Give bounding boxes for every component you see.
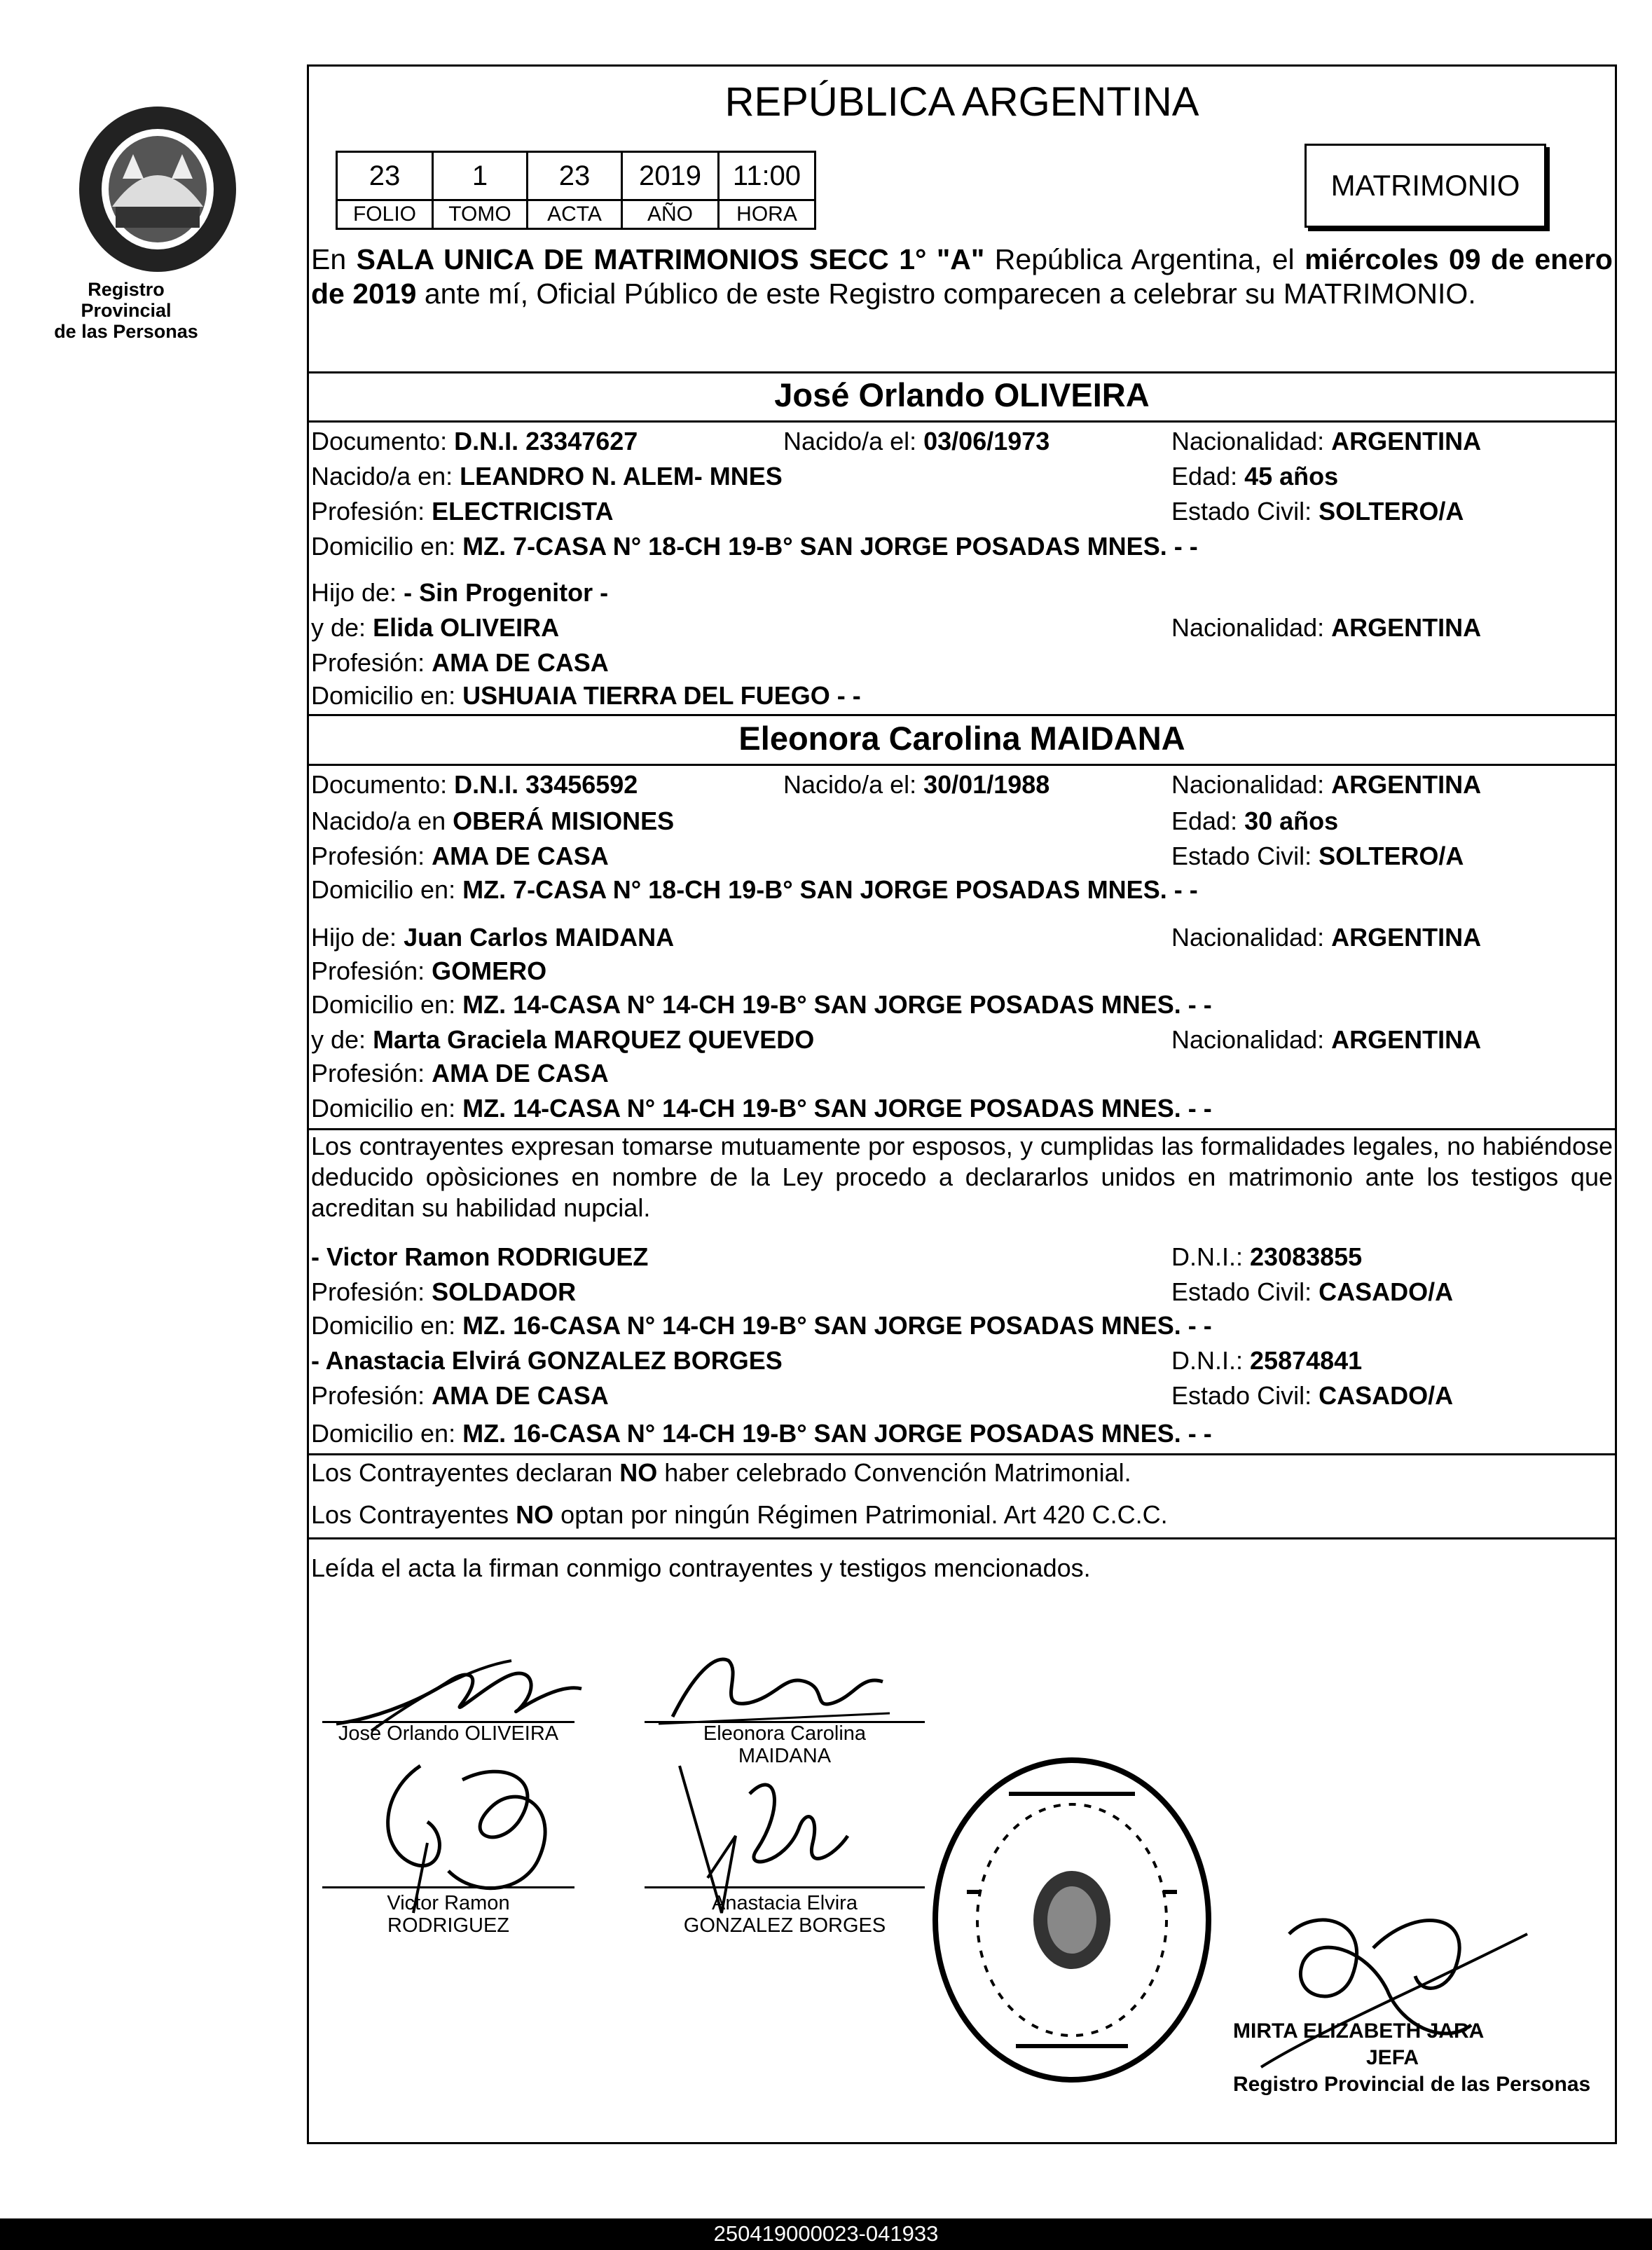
acta-label: ACTA xyxy=(528,200,622,229)
witness-1-signature-label: Victor Ramon RODRIGUEZ xyxy=(387,1892,510,1937)
hora-label: HORA xyxy=(719,200,815,229)
divider xyxy=(307,1537,1617,1539)
bride-documento: Documento: D.N.I. 33456592 xyxy=(311,770,638,799)
document-type: MATRIMONIO xyxy=(1330,169,1520,202)
bride-signature-label: Eleonora Carolina MAIDANA xyxy=(703,1722,867,1767)
registry-caption xyxy=(42,279,210,342)
groom-y-de: y de: Elida OLIVEIRA xyxy=(311,613,560,642)
witness-2-estado-civil: Estado Civil: CASADO/A xyxy=(1171,1381,1454,1410)
bride-domicilio: Domicilio en: MZ. 7-CASA N° 18-CH 19-B° SAN JORGE POSADAS MNES. - - xyxy=(311,875,1198,904)
bride-madre-profesion: Profesión: AMA DE CASA xyxy=(311,1059,609,1088)
official-name: MIRTA ELIZABETH JARA xyxy=(1233,2019,1485,2043)
witness-2-signature-line xyxy=(645,1886,925,1888)
acta-value: 23 xyxy=(528,152,622,200)
groom-madre-domicilio: Domicilio en: USHUAIA TIERRA DEL FUEGO - - xyxy=(311,681,861,710)
bride-hijo-de: Hijo de: Juan Carlos MAIDANA xyxy=(311,923,675,952)
intro-date: miércoles 09 de enero de 2019 xyxy=(311,243,1613,310)
document-type-box xyxy=(1305,144,1546,228)
bride-nacido-el: Nacido/a el: 30/01/1988 xyxy=(783,770,1050,799)
bride-madre-nacionalidad: Nacionalidad: ARGENTINA xyxy=(1171,1025,1482,1054)
groom-nacido-en: Nacido/a en: LEANDRO N. ALEM- MNES xyxy=(311,462,783,491)
bride-padre-nacionalidad: Nacionalidad: ARGENTINA xyxy=(1171,923,1482,952)
caption-line-1: Registro Provincial xyxy=(81,279,172,321)
bride-madre-domicilio: Domicilio en: MZ. 14-CASA N° 14-CH 19-B° SAN JORGE POSADAS MNES. - - xyxy=(311,1094,1212,1123)
tomo-value: 1 xyxy=(433,152,528,200)
intro-place: SALA UNICA DE MATRIMONIOS SECC 1° "A" xyxy=(356,243,985,275)
witness-1-estado-civil: Estado Civil: CASADO/A xyxy=(1171,1277,1454,1306)
groom-madre-nacionalidad: Nacionalidad: ARGENTINA xyxy=(1171,613,1482,642)
witness-1-profesion: Profesión: SOLDADOR xyxy=(311,1277,577,1306)
groom-hijo-de: Hijo de: - Sin Progenitor - xyxy=(311,578,609,607)
groom-madre-profesion: Profesión: AMA DE CASA xyxy=(311,648,609,677)
groom-signature-label: José Orlando OLIVEIRA xyxy=(338,1722,559,1745)
groom-documento: Documento: D.N.I. 23347627 xyxy=(311,427,638,455)
witness-2-name: - Anastacia Elvirá GONZALEZ BORGES xyxy=(311,1346,783,1375)
bride-y-de: y de: Marta Graciela MARQUEZ QUEVEDO xyxy=(311,1025,815,1054)
intro-paragraph xyxy=(311,242,1613,311)
registry-logo xyxy=(74,102,242,277)
groom-profesion: Profesión: ELECTRICISTA xyxy=(311,497,614,526)
closing-statement: Leída el acta la firman conmigo contrayentes y testigos mencionados. xyxy=(311,1553,1091,1582)
bride-padre-profesion: Profesión: GOMERO xyxy=(311,956,547,985)
tomo-label: TOMO xyxy=(433,200,528,229)
divider xyxy=(307,1453,1617,1455)
divider xyxy=(307,1128,1617,1130)
bride-padre-domicilio: Domicilio en: MZ. 14-CASA N° 14-CH 19-B° SAN JORGE POSADAS MNES. - - xyxy=(311,990,1212,1019)
caption-line-2: de las Personas xyxy=(54,321,198,342)
divider xyxy=(307,420,1617,423)
anio-value: 2019 xyxy=(622,152,719,200)
convencion-statement: Los Contrayentes declaran NO haber celebrado Convención Matrimonial. xyxy=(311,1458,1131,1487)
official-office: Registro Provincial de las Personas xyxy=(1233,2073,1591,2096)
witness-1-domicilio: Domicilio en: MZ. 16-CASA N° 14-CH 19-B° SAN JORGE POSADAS MNES. - - xyxy=(311,1311,1212,1340)
folio-value: 23 xyxy=(337,152,433,200)
groom-nacido-el: Nacido/a el: 03/06/1973 xyxy=(783,427,1050,455)
witness-2-domicilio: Domicilio en: MZ. 16-CASA N° 14-CH 19-B° SAN JORGE POSADAS MNES. - - xyxy=(311,1419,1212,1448)
divider xyxy=(307,714,1617,716)
witness-1-dni: D.N.I.: 23083855 xyxy=(1171,1242,1363,1271)
witness-1-signature-line xyxy=(322,1886,574,1888)
bride-nacido-en: Nacido/a en OBERÁ MISIONES xyxy=(311,807,675,835)
bride-nacionalidad: Nacionalidad: ARGENTINA xyxy=(1171,770,1482,799)
page-title: REPÚBLICA ARGENTINA xyxy=(724,79,1199,125)
bride-profesion: Profesión: AMA DE CASA xyxy=(311,842,609,870)
anio-label: AÑO xyxy=(622,200,719,229)
bride-name: Eleonora Carolina MAIDANA xyxy=(738,720,1185,757)
folio-label: FOLIO xyxy=(337,200,433,229)
footer-code: 250419000023-041933 xyxy=(713,2221,939,2246)
official-seal xyxy=(925,1752,1219,2088)
bride-edad: Edad: 30 años xyxy=(1171,807,1339,835)
regimen-statement: Los Contrayentes NO optan por ningún Régimen Patrimonial. Art 420 C.C.C. xyxy=(311,1500,1168,1529)
witness-2-signature-label: Anastacia Elvira GONZALEZ BORGES xyxy=(683,1892,886,1937)
bride-signature xyxy=(652,1647,904,1731)
groom-domicilio: Domicilio en: MZ. 7-CASA N° 18-CH 19-B° SAN JORGE POSADAS MNES. - - xyxy=(311,532,1198,561)
registration-table xyxy=(336,151,816,230)
groom-estado-civil: Estado Civil: SOLTERO/A xyxy=(1171,497,1464,526)
intro-text-2: República Argentina, el xyxy=(984,243,1305,275)
official-stamp xyxy=(1233,2018,1590,2098)
hora-value: 11:00 xyxy=(719,152,815,200)
witness-2-profesion: Profesión: AMA DE CASA xyxy=(311,1381,609,1410)
divider xyxy=(307,371,1617,373)
groom-edad: Edad: 45 años xyxy=(1171,462,1339,491)
witness-2-dni: D.N.I.: 25874841 xyxy=(1171,1346,1363,1375)
groom-nacionalidad: Nacionalidad: ARGENTINA xyxy=(1171,427,1482,455)
witness-1-name: - Victor Ramon RODRIGUEZ xyxy=(311,1242,649,1271)
divider xyxy=(307,764,1617,766)
intro-text-1: En xyxy=(311,243,357,275)
intro-text-3: ante mí, Oficial Público de este Registro comparecen a celebrar su MATRIMONIO. xyxy=(416,277,1476,310)
official-title: JEFA xyxy=(1366,2046,1419,2069)
declaration-paragraph: Los contrayentes expresan tomarse mutuamente por esposos, y cumplidas las formalidades legales, no habiéndose deducido opòsiciones en nombre de la Ley procedo a declararlos unidos en matrimonio ante los testigos que acreditan su habilidad nupcial. xyxy=(311,1132,1613,1222)
bride-estado-civil: Estado Civil: SOLTERO/A xyxy=(1171,842,1464,870)
groom-name: José Orlando OLIVEIRA xyxy=(774,376,1150,413)
